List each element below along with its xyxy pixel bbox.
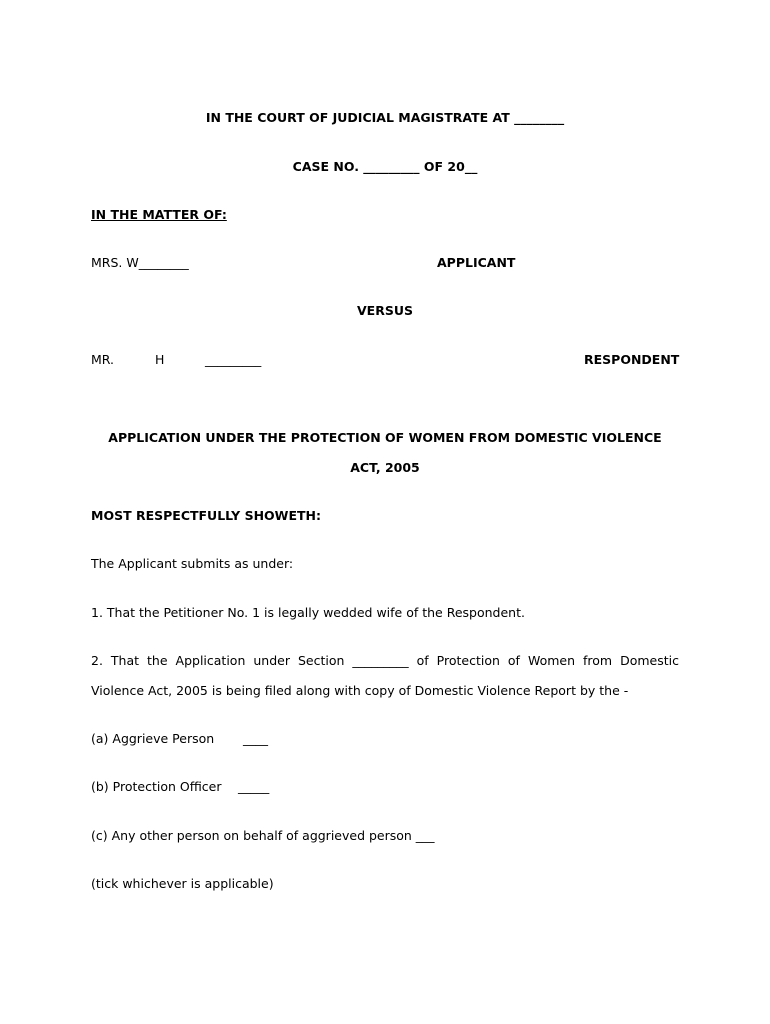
matter-label: IN THE MATTER OF:: [91, 207, 227, 222]
paragraph-2-line-2: Violence Act, 2005 is being filed along with copy of Domestic Violence Report by the -: [91, 683, 629, 698]
option-b-label: (b) Protection Officer: [91, 779, 222, 794]
word: Application: [175, 653, 246, 668]
application-title-line1: APPLICATION UNDER THE PROTECTION OF WOMEN FROM DOMESTIC VIOLENCE: [108, 430, 662, 445]
applicant-name: MRS. W________: [91, 255, 189, 270]
option-a-label: (a) Aggrieve Person: [91, 731, 215, 746]
option-a-blank: ____: [243, 731, 268, 746]
word: Women: [527, 653, 576, 668]
word: Section: [297, 653, 345, 668]
word: Domestic: [620, 653, 679, 668]
word: of: [416, 653, 429, 668]
case-number: CASE NO. _________ OF 20__: [292, 159, 478, 174]
word: from: [583, 653, 613, 668]
option-c: (c) Any other person on behalf of aggrieved person ___: [91, 828, 435, 843]
respondent-blank: _________: [205, 352, 262, 367]
word: Protection: [436, 653, 500, 668]
paragraph-1: 1. That the Petitioner No. 1 is legally wedded wife of the Respondent.: [91, 605, 525, 620]
application-title-line2: ACT, 2005: [350, 460, 420, 475]
section-blank: _________: [352, 653, 409, 668]
option-b-blank: _____: [238, 779, 270, 794]
respondent-initial: H: [155, 352, 165, 367]
word: the: [147, 653, 168, 668]
versus-label: VERSUS: [357, 303, 413, 318]
tick-note: (tick whichever is applicable): [91, 876, 274, 891]
court-heading: IN THE COURT OF JUDICIAL MAGISTRATE AT ________: [205, 110, 565, 125]
word: under: [253, 653, 290, 668]
applicant-role: APPLICANT: [437, 255, 516, 270]
intro-paragraph: The Applicant submits as under:: [91, 556, 294, 571]
word: of: [507, 653, 520, 668]
word: That: [110, 653, 140, 668]
word: 2.: [91, 653, 103, 668]
respondent-prefix: MR.: [91, 352, 114, 367]
respondent-role: RESPONDENT: [584, 352, 680, 367]
showeth-heading: MOST RESPECTFULLY SHOWETH:: [91, 508, 321, 523]
paragraph-2-line-1: [91, 653, 679, 669]
